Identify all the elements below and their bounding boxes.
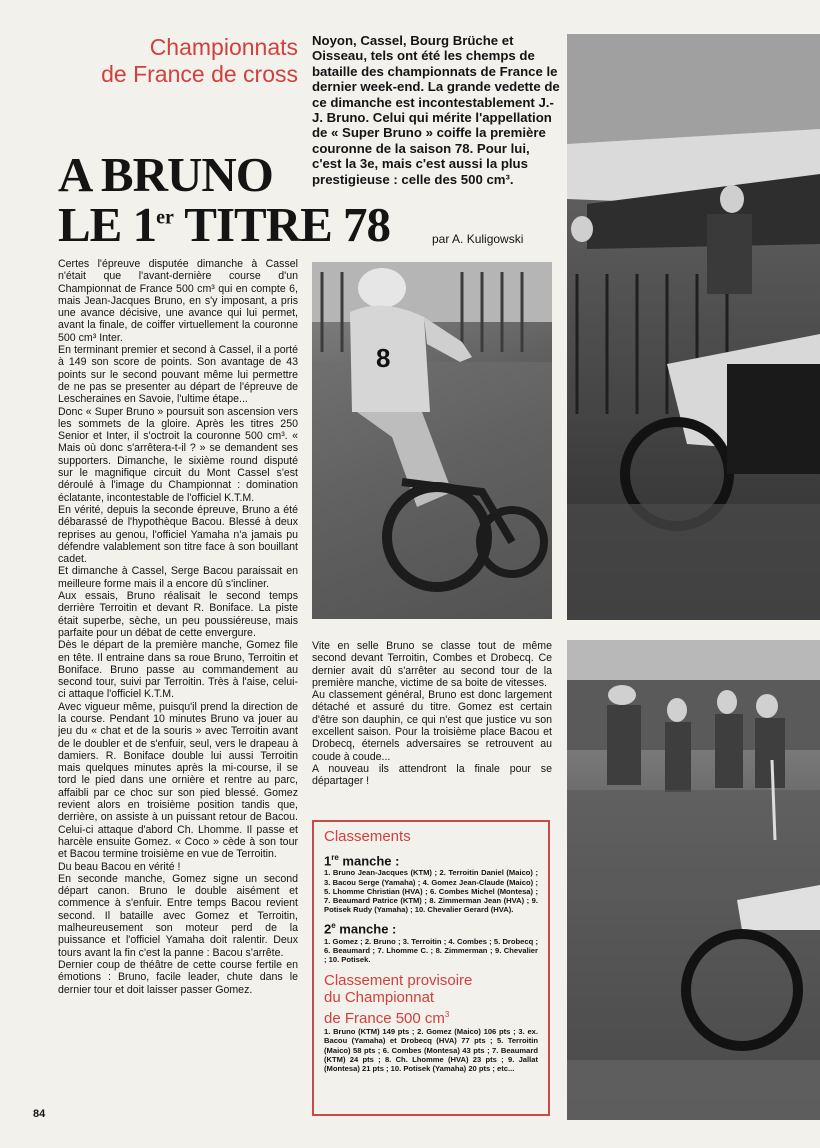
photo-crowd-and-rider — [567, 640, 820, 1120]
paragraph: En terminant premier et second à Cassel, il a porté à 149 son score de points. Son avantage de 43 points sur le second pouvant même lui permettre de ne pas se presenter au départ de l'épreuve de Lescheraines en Savoie, l'ultime étape... — [58, 344, 298, 406]
headline-part-b: TITRE 78 — [173, 197, 391, 252]
photo-rider-number-8 — [312, 262, 552, 619]
provisional-standings-list: 1. Bruno (KTM) 149 pts ; 2. Gomez (Maico) 106 pts ; 3. ex. Bacou (Yamaha) et Drobecq (HVA) 77 pts ; 5. Terroitin (Maico) 58 pts ; 6. Combes (Montesa) 43 pts ; 7. Beaumard (KTM) 24 pts ; 8. Ch. Lhomme (HVA) 23 pts ; 9. Jallat (Montesa) 21 pts ; 10. Potisek (Yamaha) 20 pts ; etc... — [324, 1027, 538, 1074]
intro-paragraph: Noyon, Cassel, Bourg Brüche et Oisseau, tels ont été les chemps de bataille des championnats de France le dernier week-end. La grande vedette de ce dimanche est incontestablement J.-J. Bruno. Celui qui mérite l'appellation de « Super Bruno » coiffe la première couronne de la saison 78. Pour lui, c'est la 3e, mais c'est aussi la plus prestigieuse : celle des 500 cm³. — [312, 33, 560, 187]
paragraph: En vérité, depuis la seconde épreuve, Bruno a été débarassé de l'hypothèque Bacou. Blessé à deux reprises au genou, l'officiel Yamaha n'a jamais pu défendre valablement son titre face à son bouillant cadet. — [58, 503, 298, 566]
heading-superscript: 3 — [444, 1010, 450, 1020]
paragraph: Avec vigueur même, puisqu'il prend la direction de la course. Pendant 10 minutes Bruno va jouer au jeu du « chat et de la souris » avec Terroitin avant de le doubler et de s'enfuir, seul, vers le drapeau à damiers. R. Boniface double lui aussi Terroitin mais quelques minutes après la mi-course, il se tord le pied dans une ornière et rentre au parc, affaibli par ce choc sur son pied blessé. Gomez revient alors en troisième position tandis que, derrière, on assiste à un puissant retour de Bacou. Celui-ci attaque d'abord Ch. Lhomme. Il passe et harcèle ensuite Gomez. « Coco » cède à son tour et Bacou termine troisième en vue de Terroitin. — [58, 700, 298, 861]
paragraph: Certes l'épreuve disputée dimanche à Cassel n'était que l'avant-dernière course d'un Championnat de France 500 cm³ qui en compte 6, mais Jean-Jacques Bruno, en s'y imposant, a pris une avance décisive, une avance qui lui permet, avant la finale, de coiffer virtuellement la couronne 500 cm³ Inter. — [58, 258, 298, 344]
heat-ordinal: re — [331, 853, 339, 862]
paragraph: Donc « Super Bruno » poursuit son ascension vers les sommets de la gloire. Après les titres 250 Senior et Inter, il s'octroit la couronne 500 cm³. « Mais où donc s'arrêtera-t-il ? » se demandent ses supporters. Dimanche, le sixième round disputé sur le magnifique circuit du Mont Cassel s'est déroulé à l'image du Championnat : domination éclatante, incontestable de l'officiel K.T.M. — [58, 405, 298, 504]
heat-number: 2 — [324, 921, 332, 937]
provisional-standings-heading — [324, 972, 538, 1027]
results-box — [312, 820, 550, 1116]
paragraph: Aux essais, Bruno réalisait le second temps derrière Terroitin et devant R. Boniface. La piste était superbe, sèche, un peu poussiéreuse, mais parfaite pour un débat de cette envergure. — [58, 590, 298, 639]
headline-line-2 — [58, 197, 391, 252]
results-title: Classements — [324, 828, 411, 845]
heat-ordinal: e — [331, 921, 336, 931]
first-heat-results: 1. Bruno Jean-Jacques (KTM) ; 2. Terroitin Daniel (Maico) ; 3. Bacou Serge (Yamaha) ; 4. Gomez Jean-Claude (Maico) ; 5. Lhomme Christian (HVA) ; 6. Combes Michel (Montesa) ; 7. Beaumard Patrice (KTM) ; 8. Zimmerman Jean (HVA) ; 9. Potisek Rudy (Yamaha) ; 10. Chevalier Gerard (HVA). — [324, 868, 538, 915]
second-heat-heading — [324, 918, 538, 936]
paragraph: Dernier coup de théâtre de cette course fertile en émotions : Bruno, facile leader, chute dans le dernier tour et doit laisser passer Gomez. — [58, 958, 298, 996]
byline: par A. Kuligowski — [432, 232, 524, 246]
heading-line: Classement provisoire — [324, 972, 473, 990]
photo-spectators-and-bike — [567, 34, 820, 620]
heading-line: du Championnat — [324, 989, 435, 1007]
headline — [58, 147, 391, 252]
page-number: 84 — [33, 1108, 46, 1120]
rider-number: 8 — [376, 343, 391, 373]
headline-line-1: A BRUNO — [58, 147, 273, 202]
paragraph: Et dimanche à Cassel, Serge Bacou paraissait en meilleure forme mais il a encore dû s'incliner. — [58, 565, 298, 590]
kicker-line-1: Championnats — [149, 34, 298, 60]
first-heat-heading — [324, 850, 538, 868]
heading-line — [324, 1006, 538, 1027]
paragraph: Au classement général, Bruno est donc largement détaché et assuré du titre. Gomez est certain d'être son dauphin, ce qui n'est que justice vu son excellent saison. Pour la troisième place Bacou et Drobecq, éternels adversaires se retrouvent au coude à coude... — [312, 689, 552, 763]
heat-label: manche : — [335, 921, 397, 937]
paragraph: Dès le départ de la première manche, Gomez file en tête. Il entraine dans sa roue Bruno, Terroitin et Boniface. Bruno passe au commandement au second tour, suivi par Terroitin. Très à l'aise, celui-ci attaque l'officiel K.T.M. — [58, 639, 298, 701]
heat-label: manche : — [338, 853, 400, 869]
kicker-line-2: de France de cross — [101, 61, 298, 87]
heat-number: 1 — [324, 853, 332, 869]
paragraph: Du beau Bacou en vérité ! — [58, 860, 181, 873]
paragraph: A nouveau ils attendront la finale pour se départager ! — [312, 762, 552, 788]
section-kicker — [40, 34, 298, 88]
article-column-1 — [58, 258, 298, 1124]
article-column-2 — [312, 640, 552, 812]
paragraph: En seconde manche, Gomez signe un second départ canon. Bruno le double aisément et commence à s'enfuir. Entre temps Bacou revient second. Il bataille avec Gomez et Terroitin, malheureusement son moteur perd de la puissance et l'officiel Yamaha doit ralentir. Deux tours avant la fin c'est la panne : Bacou s'arrête. — [58, 872, 298, 959]
headline-part-a: LE 1 — [58, 197, 157, 252]
headline-superscript: er — [156, 206, 174, 229]
second-heat-results: 1. Gomez ; 2. Bruno ; 3. Terroitin ; 4. Combes ; 5. Drobecq ; 6. Beaumard ; 7. Lhomme C. ; 8. Zimmerman ; 9. Chevalier ; 10. Potisek. — [324, 936, 538, 965]
heading-text: de France 500 cm — [324, 1010, 445, 1028]
paragraph: Vite en selle Bruno se classe tout de même second devant Terroitin, Combes et Drobecq. Ce dernier avait dû s'arrêter au second tour de la première manche, victime de sa boite de vitesses. — [312, 640, 552, 689]
